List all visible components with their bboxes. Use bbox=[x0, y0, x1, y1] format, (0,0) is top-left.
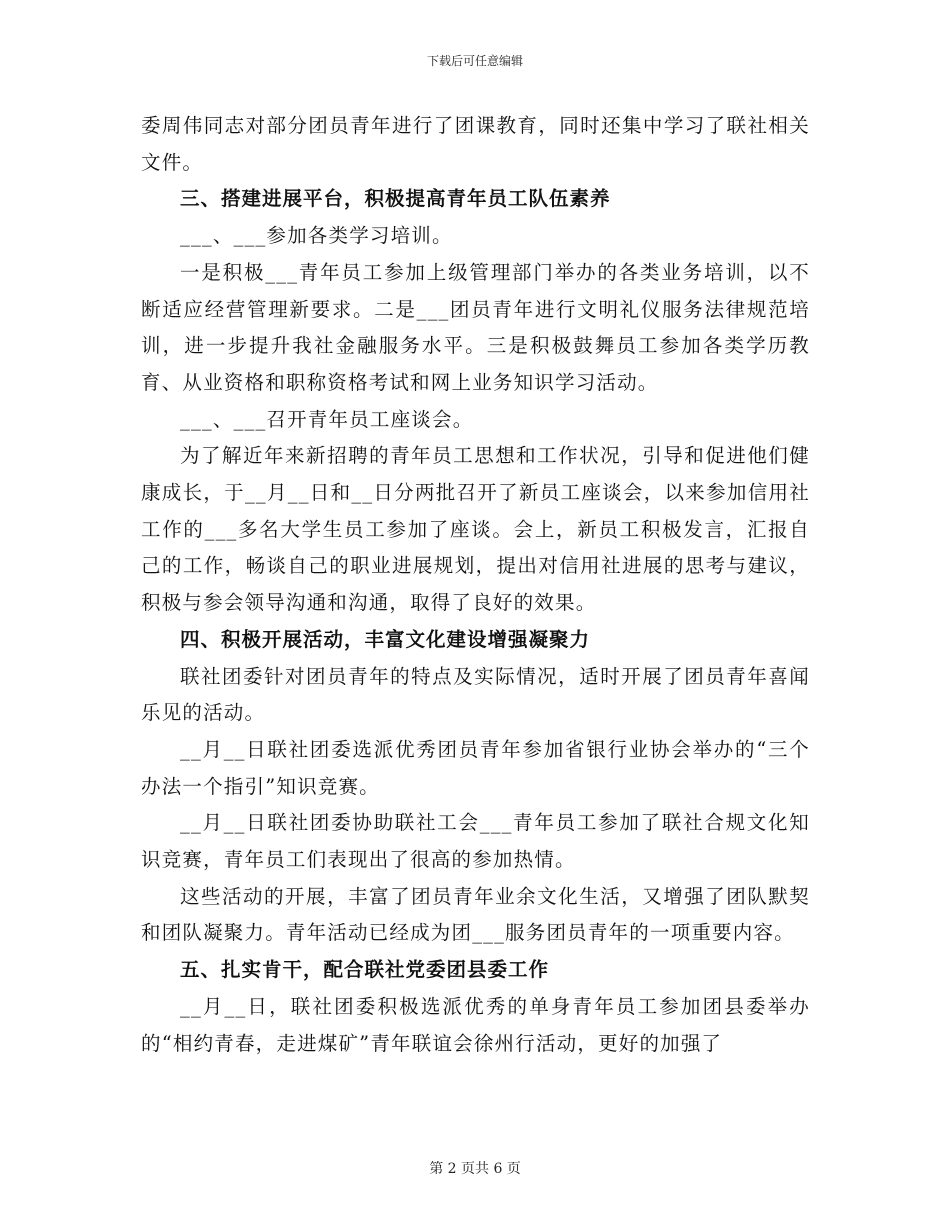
paragraph: ___、___参加各类学习培训。 bbox=[180, 224, 453, 248]
document-body bbox=[141, 108, 810, 1062]
section-heading: 五、扎实肯干，配合联社党委团县委工作 bbox=[180, 958, 550, 982]
paragraph: 为了解近年来新招聘的青年员工思想和工作状况，引导和促进他们健康成长，于__月__日和__日分两批召开了新员工座谈会，以来参加信用社工作的___多名大学生员工参加了座谈。会上，新员工积极发言，汇报自己的工作，畅谈自己的职业进展规划，提出对信用社进展的思考与建议，积极与参会领导沟通和沟通，取得了良好的效果。 bbox=[141, 444, 810, 615]
paragraph: __月__日联社团委选派优秀团员青年参加省银行业协会举办的“三个办法一个指引”知识竞赛。 bbox=[141, 737, 810, 798]
page-footer: 第 2 页共 6 页 bbox=[429, 1161, 521, 1177]
paragraph: __月__日联社团委协助联社工会___青年员工参加了联社合规文化知识竞赛，青年员工们表现出了很高的参加热情。 bbox=[141, 811, 810, 872]
paragraph: 联社团委针对团员青年的特点及实际情况，适时开展了团员青年喜闻乐见的活动。 bbox=[141, 664, 810, 725]
page-header: 下载后可任意编辑 bbox=[426, 54, 523, 68]
paragraph: __月__日，联社团委积极选派优秀的单身青年员工参加团县委举办的“相约青春，走进煤矿”青年联谊会徐州行活动，更好的加强了 bbox=[141, 994, 810, 1055]
paragraph: 一是积极___青年员工参加上级管理部门举办的各类业务培训，以不断适应经营管理新要求。二是___团员青年进行文明礼仪服务法律规范培训，进一步提升我社金融服务水平。三是积极鼓舞员工参加各类学历教育、从业资格和职称资格考试和网上业务知识学习活动。 bbox=[141, 260, 810, 394]
section-heading: 四、积极开展活动，丰富文化建设增强凝聚力 bbox=[180, 627, 591, 651]
paragraph: ___、___召开青年员工座谈会。 bbox=[180, 407, 474, 431]
paragraph: 委周伟同志对部分团员青年进行了团课教育，同时还集中学习了联社相关文件。 bbox=[141, 114, 810, 174]
section-heading: 三、搭建进展平台，积极提高青年员工队伍素养 bbox=[180, 187, 611, 211]
paragraph: 这些活动的开展，丰富了团员青年业余文化生活，又增强了团队默契和团队凝聚力。青年活动已经成为团___服务团员青年的一项重要内容。 bbox=[141, 884, 810, 945]
